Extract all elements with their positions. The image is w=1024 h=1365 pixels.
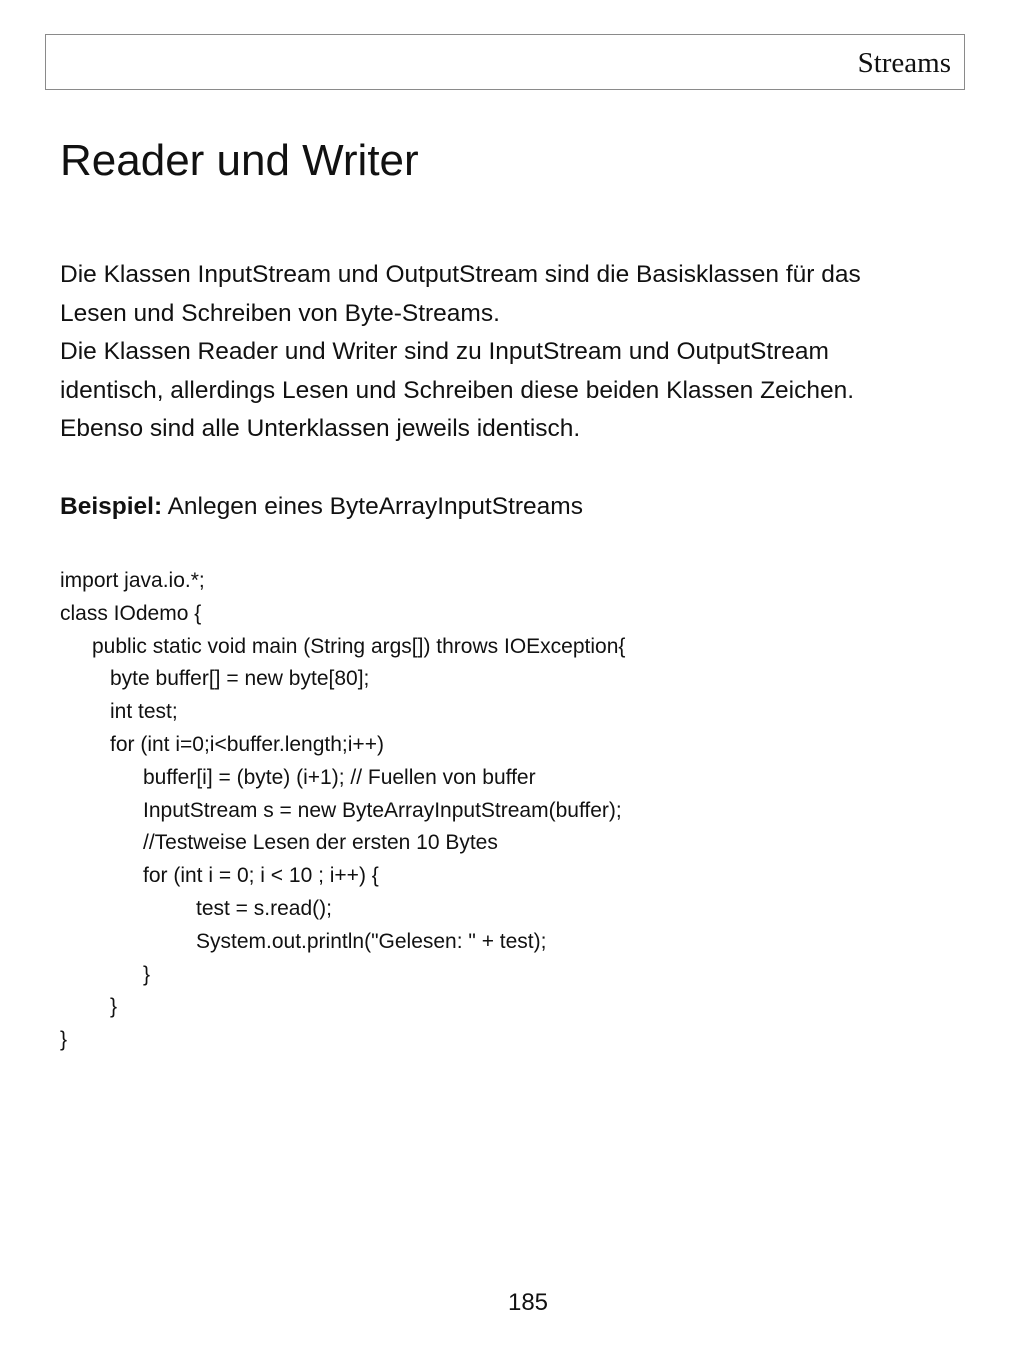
intro-line: Die Klassen InputStream und OutputStream sind die Basisklassen für das bbox=[60, 261, 861, 288]
code-line: for (int i = 0; i < 10 ; i++) { bbox=[143, 864, 379, 888]
page-number: 185 bbox=[507, 1289, 549, 1316]
code-line: System.out.println("Gelesen: " + test); bbox=[196, 929, 547, 953]
page-title: Reader und Writer bbox=[60, 136, 419, 185]
code-line: int test; bbox=[110, 700, 178, 724]
code-line: buffer[i] = (byte) (i+1); // Fuellen von buffer bbox=[143, 765, 536, 789]
code-line: import java.io.*; bbox=[60, 569, 205, 592]
code-line: } bbox=[60, 1028, 68, 1052]
intro-line: Ebenso sind alle Unterklassen jeweils identisch. bbox=[60, 415, 581, 442]
intro-line: identisch, allerdings Lesen und Schreiben diese beiden Klassen Zeichen. bbox=[60, 376, 855, 404]
code-line: } bbox=[110, 995, 118, 1019]
example-text: Anlegen eines ByteArrayInputStreams bbox=[162, 493, 583, 520]
example-label: Beispiel: bbox=[60, 493, 163, 520]
example-heading bbox=[60, 488, 583, 526]
section-label: Streams bbox=[857, 47, 951, 79]
code-line: class IOdemo { bbox=[60, 601, 202, 625]
header-box bbox=[45, 34, 965, 90]
code-line: public static void main (String args[]) throws IOException{ bbox=[92, 634, 626, 658]
code-line: byte buffer[] = new byte[80]; bbox=[110, 667, 370, 691]
intro-paragraph bbox=[60, 256, 960, 449]
intro-line: Lesen und Schreiben von Byte-Streams. bbox=[60, 299, 500, 327]
intro-line: Die Klassen Reader und Writer sind zu InputStream und OutputStream bbox=[60, 338, 829, 365]
code-line: //Testweise Lesen der ersten 10 Bytes bbox=[143, 831, 498, 855]
code-line: for (int i=0;i<buffer.length;i++) bbox=[110, 732, 384, 756]
code-listing bbox=[60, 565, 625, 1057]
code-line: } bbox=[143, 962, 151, 986]
code-line: InputStream s = new ByteArrayInputStream(buffer); bbox=[143, 798, 622, 822]
code-line: test = s.read(); bbox=[196, 896, 332, 920]
